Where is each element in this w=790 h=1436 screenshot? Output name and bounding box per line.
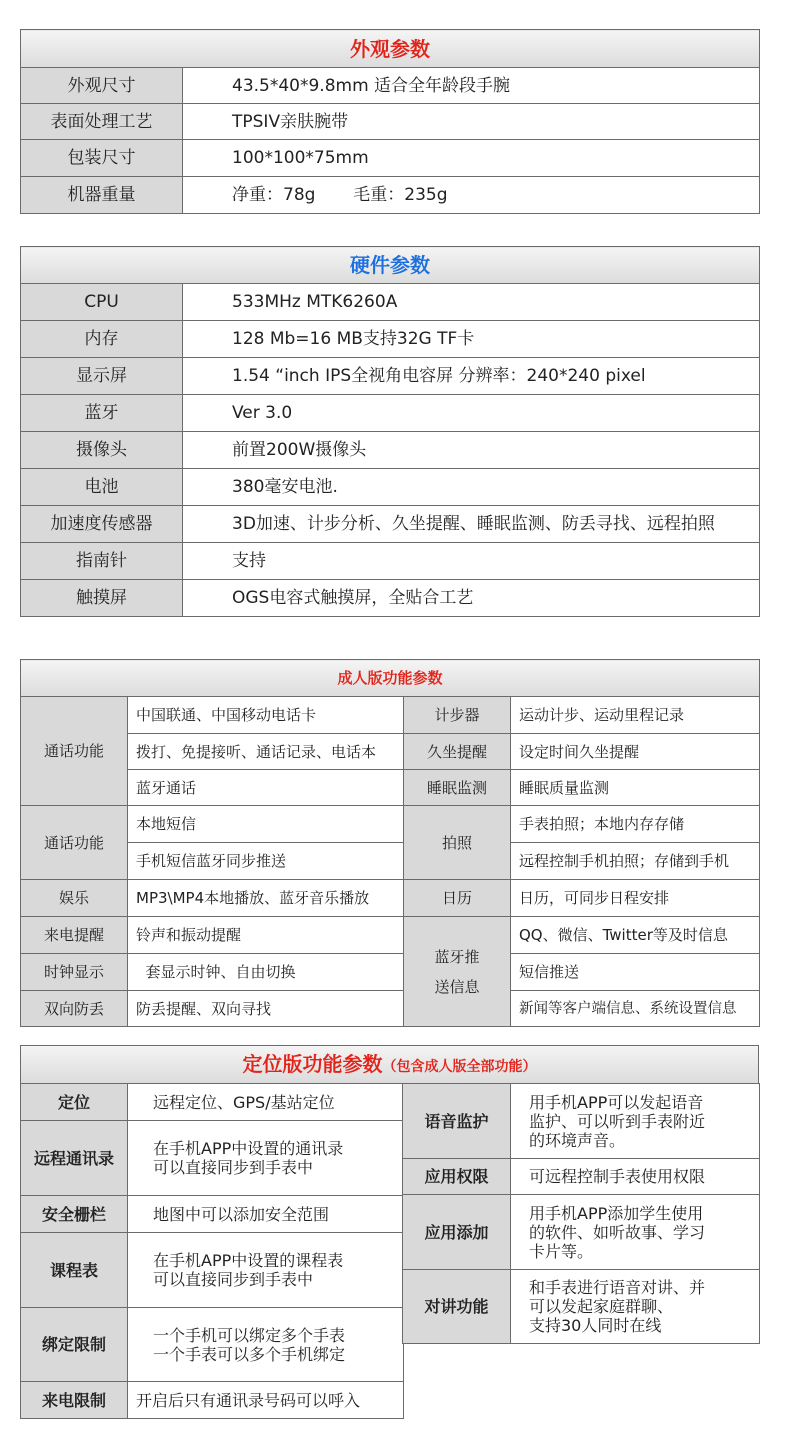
spec-label: 指南针 (21, 543, 183, 580)
feature-value (128, 1233, 404, 1308)
spec-label: 内存 (21, 321, 183, 358)
feature-value: 蓝牙通话 (128, 770, 404, 806)
feature-value: 拨打、免提接听、通话记录、电话本 (128, 734, 404, 770)
feature-value: 日历，可同步日程安排 (511, 880, 760, 917)
spec-label: 摄像头 (21, 432, 183, 469)
feature-value: MP3\MP4本地播放、蓝牙音乐播放 (128, 880, 404, 917)
feature-value: 运动计步、运动里程记录 (511, 697, 760, 734)
feature-value: 远程定位、GPS/基站定位 (128, 1084, 404, 1121)
feature-line: 一个手机可以绑定多个手表 (153, 1325, 346, 1345)
spec-value: 128 Mb=16 MB支持32G TF卡 (183, 321, 760, 358)
feature-value: 防丢提醒、双向寻找 (128, 991, 404, 1027)
feature-label (404, 917, 511, 1027)
feature-value (128, 1308, 404, 1382)
spec-label: 电池 (21, 469, 183, 506)
hardware-table (20, 246, 760, 617)
feature-label: 定位 (21, 1084, 128, 1121)
feature-value (511, 1270, 760, 1344)
feature-value (128, 1121, 404, 1196)
spec-value: Ver 3.0 (183, 395, 760, 432)
feature-label: 睡眠监测 (404, 770, 511, 806)
spec-value: 1.54 “inch IPS全视角电容屏 分辨率：240*240 pixel (183, 358, 760, 395)
feature-line: 支持30人同时在线 (529, 1316, 662, 1335)
appearance-table (20, 29, 760, 214)
feature-label: 时钟显示 (21, 954, 128, 991)
spec-value: TPSIV亲肤腕带 (183, 104, 760, 140)
feature-label: 应用添加 (403, 1195, 511, 1270)
feature-line: 可以直接同步到手表中 (153, 1270, 314, 1289)
feature-label: 来电提醒 (21, 917, 128, 954)
feature-label: 远程通讯录 (21, 1121, 128, 1196)
feature-label: 通话功能 (21, 806, 128, 880)
spec-value: 前置200W摄像头 (183, 432, 760, 469)
feature-line: 在手机APP中设置的课程表 (153, 1251, 344, 1270)
feature-label: 通话功能 (21, 697, 128, 806)
feature-label: 绑定限制 (21, 1308, 128, 1382)
feature-label: 计步器 (404, 697, 511, 734)
feature-value: QQ、微信、Twitter等及时信息 (511, 917, 760, 954)
feature-line: 卡片等。 (529, 1241, 594, 1261)
feature-line: 和手表进行语音对讲、并 (529, 1278, 706, 1297)
feature-value: 本地短信 (128, 806, 404, 843)
spec-label: 包装尺寸 (21, 140, 183, 177)
feature-value: 设定时间久坐提醒 (511, 734, 760, 770)
spec-label: 机器重量 (21, 177, 183, 214)
spec-value: OGS电容式触摸屏，全贴合工艺 (183, 580, 760, 617)
feature-value: 地图中可以添加安全范围 (128, 1196, 404, 1233)
spec-value: 380毫安电池. (183, 469, 760, 506)
feature-label: 对讲功能 (403, 1270, 511, 1344)
location-title-bar (20, 1045, 759, 1083)
feature-value (511, 1195, 760, 1270)
spec-label: 触摸屏 (21, 580, 183, 617)
feature-line: 在手机APP中设置的通讯录 (153, 1139, 344, 1158)
feature-line: 的环境声音。 (529, 1130, 626, 1150)
spec-value: 43.5*40*9.8mm 适合全年龄段手腕 (183, 68, 760, 104)
spec-value: 3D加速、计步分析、久坐提醒、睡眠监测、防丢寻找、远程拍照 (183, 506, 760, 543)
feature-line: 用手机APP可以发起语音 (529, 1092, 704, 1112)
spec-label: 显示屏 (21, 358, 183, 395)
hardware-title: 硬件参数 (21, 247, 760, 284)
feature-value: 短信推送 (511, 954, 760, 991)
feature-value: 可远程控制手表使用权限 (511, 1159, 760, 1195)
feature-label: 应用权限 (403, 1159, 511, 1195)
appearance-title: 外观参数 (21, 30, 760, 68)
spec-value: 净重：78g 毛重：235g (183, 177, 760, 214)
spec-label: 外观尺寸 (21, 68, 183, 104)
adult-title: 成人版功能参数 (21, 660, 760, 697)
feature-label: 久坐提醒 (404, 734, 511, 770)
spec-label: 加速度传感器 (21, 506, 183, 543)
spec-label: CPU (21, 284, 183, 321)
feature-line: 监护、可以听到手表附近 (529, 1111, 706, 1131)
feature-label: 双向防丢 (21, 991, 128, 1027)
feature-label: 安全栅栏 (21, 1196, 128, 1233)
spec-value: 支持 (183, 543, 760, 580)
feature-label: 来电限制 (21, 1382, 128, 1419)
feature-value: 铃声和振动提醒 (128, 917, 404, 954)
feature-line: 可以直接同步到手表中 (153, 1158, 314, 1177)
feature-value: 手表拍照；本地内存存储 (511, 806, 760, 843)
feature-label: 课程表 (21, 1233, 128, 1308)
spec-value: 533MHz MTK6260A (183, 284, 760, 321)
feature-label: 日历 (404, 880, 511, 917)
spec-label: 蓝牙 (21, 395, 183, 432)
adult-feature-table (20, 659, 760, 1027)
feature-label: 语音监护 (403, 1084, 511, 1159)
location-left-table (20, 1083, 404, 1419)
feature-label-line: 蓝牙推 (434, 947, 480, 966)
feature-label: 娱乐 (21, 880, 128, 917)
feature-line: 用手机APP添加学生使用 (529, 1203, 704, 1223)
feature-value: 远程控制手机拍照；存储到手机 (511, 843, 760, 880)
location-subtitle: （包含成人版全部功能） (382, 1059, 537, 1075)
feature-line: 一个手表可以多个手机绑定 (153, 1344, 346, 1364)
feature-label: 拍照 (404, 806, 511, 880)
feature-value: 套显示时钟、自由切换 (128, 954, 404, 991)
spec-value: 100*100*75mm (183, 140, 760, 177)
feature-value: 中国联通、中国移动电话卡 (128, 697, 404, 734)
feature-line: 可以发起家庭群聊、 (529, 1297, 674, 1316)
spec-label: 表面处理工艺 (21, 104, 183, 140)
location-title: 定位版功能参数 (242, 1052, 383, 1076)
feature-value (511, 1084, 760, 1159)
feature-value: 睡眠质量监测 (511, 770, 760, 806)
feature-line: 的软件、如听故事、学习 (529, 1222, 706, 1242)
feature-value: 新闻等客户端信息、系统设置信息 (511, 991, 760, 1027)
feature-label-line: 送信息 (434, 977, 480, 996)
location-right-table (402, 1083, 760, 1344)
feature-value: 开启后只有通讯录号码可以呼入 (128, 1382, 404, 1419)
feature-value: 手机短信蓝牙同步推送 (128, 843, 404, 880)
